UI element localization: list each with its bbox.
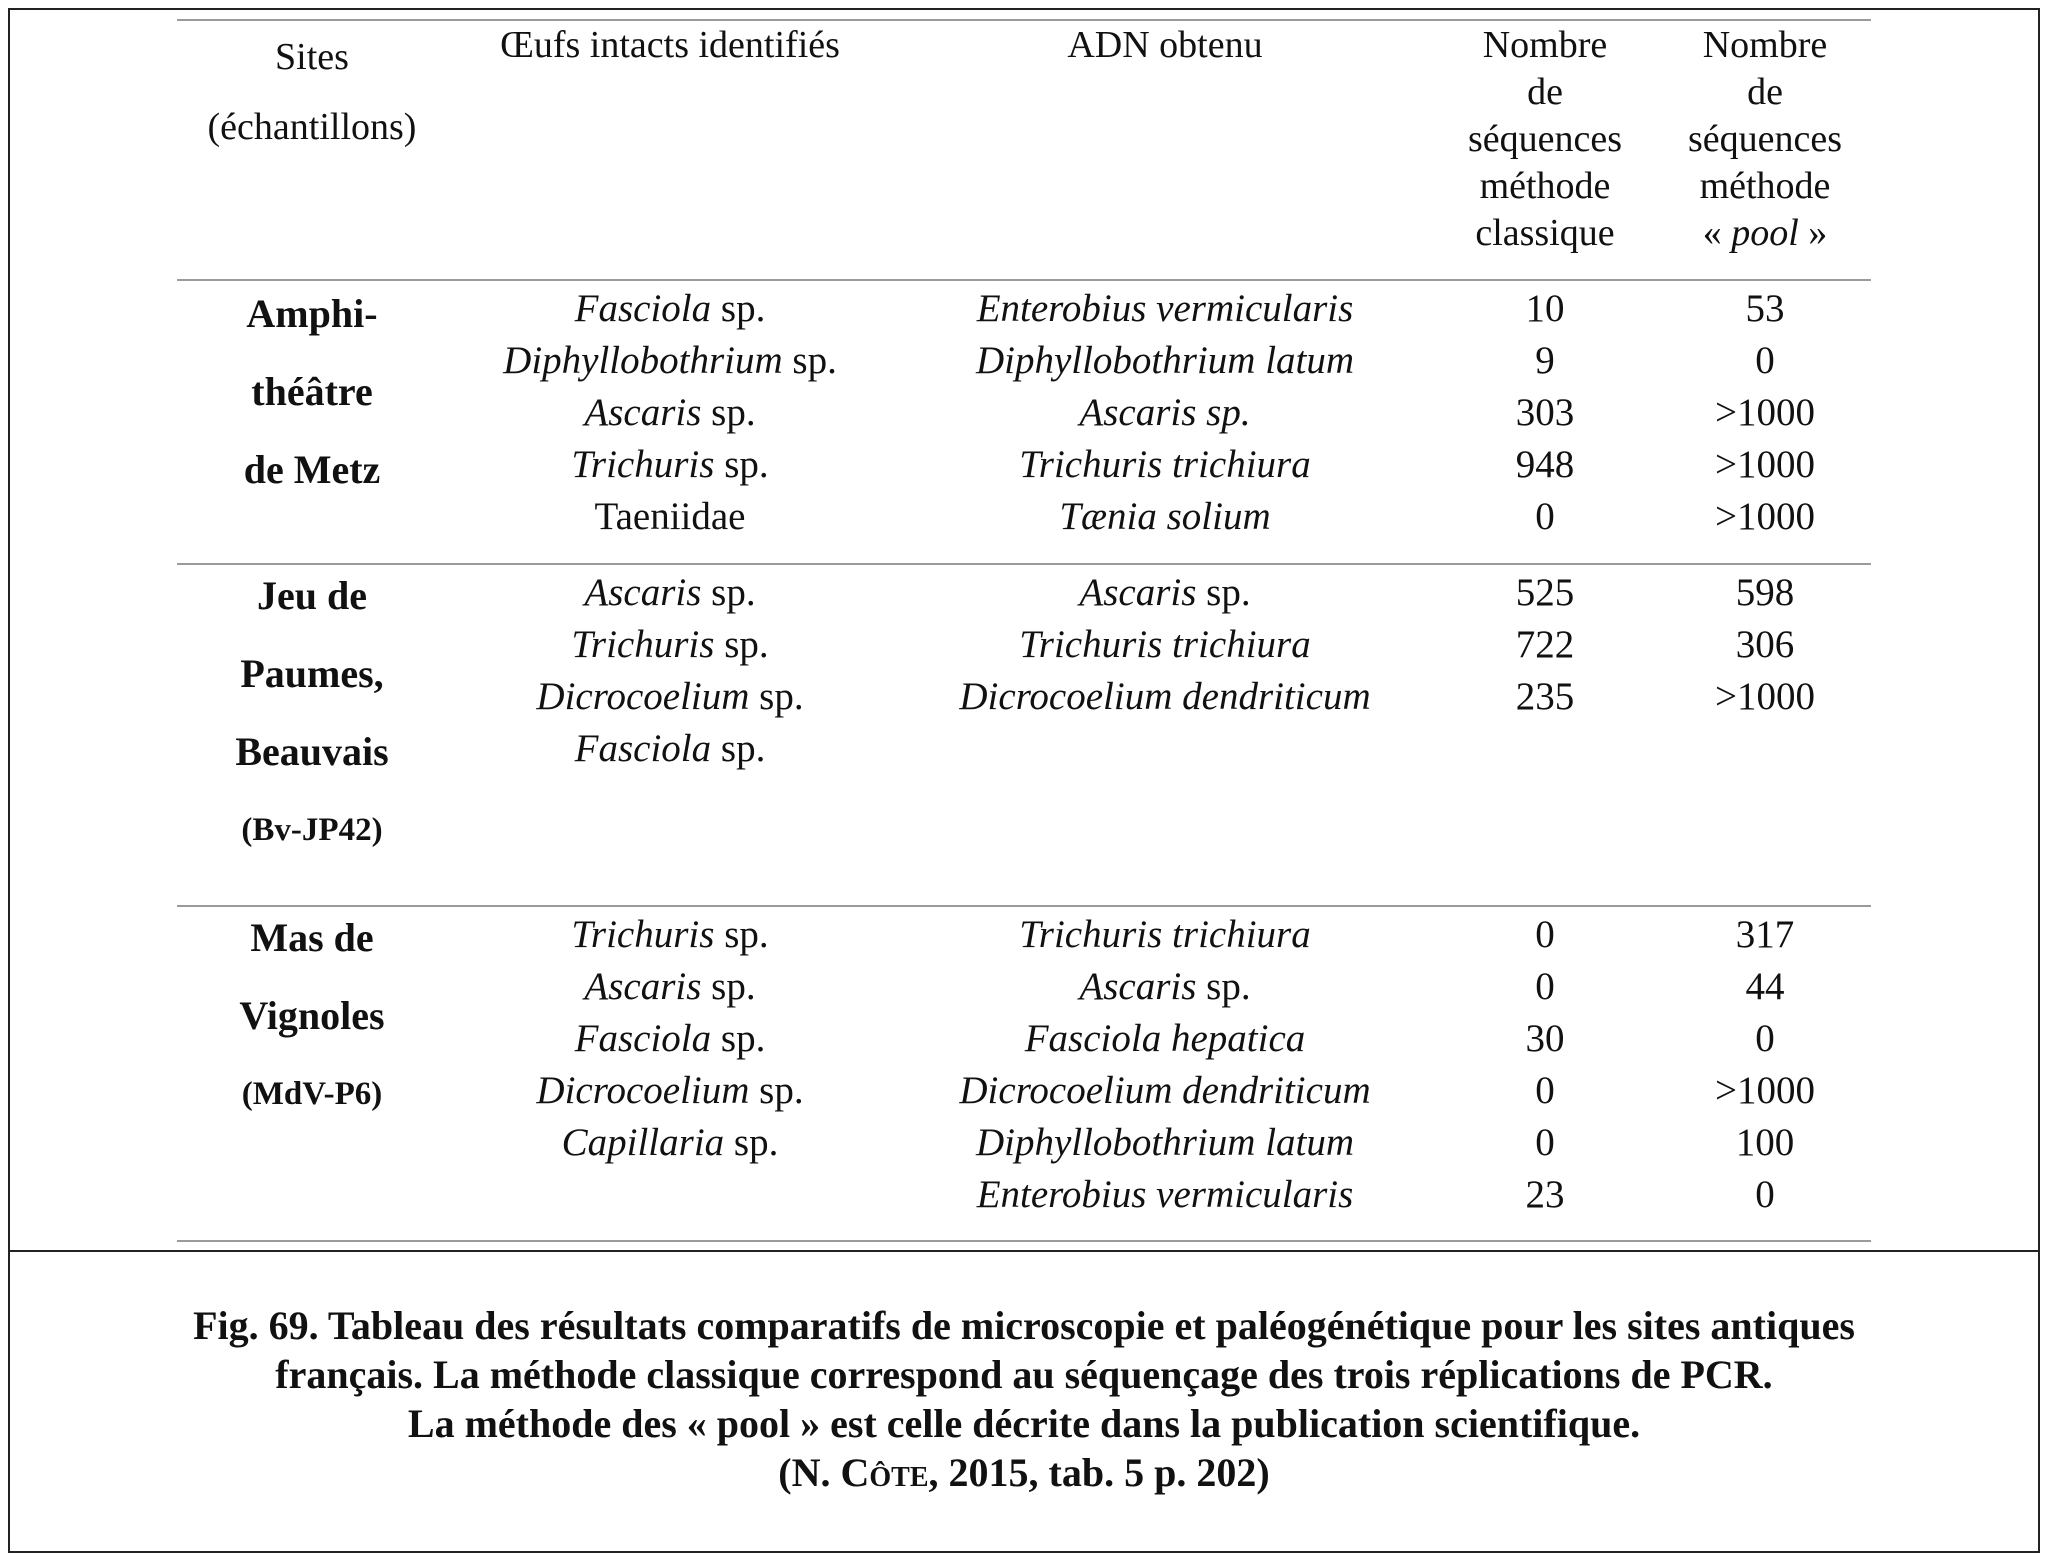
eggs-column-vignoles — [460, 909, 880, 1169]
count-cell: 722 — [1515, 623, 1575, 666]
site-line: Vignoles — [239, 993, 385, 1038]
species: Ascaris — [1079, 571, 1197, 614]
genus: Dicrocoelium — [536, 675, 750, 718]
egg-item — [460, 1065, 880, 1117]
suffix: sp. — [711, 727, 766, 770]
suffix: sp. — [711, 1017, 766, 1060]
caption-citation-suffix: , 2015, tab. 5 p. 202) — [928, 1450, 1270, 1495]
caption-line: La méthode des « pool » est celle décrite dans la publication scientifique. — [407, 1401, 1641, 1446]
site-line: Mas de — [250, 915, 374, 960]
dna-item — [900, 439, 1430, 491]
species: Tænia solium — [1059, 495, 1271, 538]
count-cell: 30 — [1525, 1017, 1565, 1060]
egg-item — [460, 1013, 880, 1065]
genus: Trichuris — [571, 443, 715, 486]
pool-column-beauvais — [1660, 567, 1870, 723]
table-bottom-rule — [177, 1240, 1871, 1242]
suffix: sp. — [749, 675, 804, 718]
suffix: sp. — [782, 339, 837, 382]
header-sites — [180, 22, 444, 162]
caption-line — [40, 1448, 2008, 1497]
dna-item — [900, 909, 1430, 961]
suffix: sp. — [1196, 965, 1251, 1008]
genus: Dicrocoelium — [536, 1069, 750, 1112]
species: Ascaris sp. — [1079, 391, 1251, 434]
header-adn — [900, 22, 1430, 69]
site-line: Jeu de — [257, 573, 367, 618]
eggs-column-metz — [460, 283, 880, 543]
egg-item — [460, 619, 880, 671]
egg-item — [460, 283, 880, 335]
dna-column-beauvais — [900, 567, 1430, 723]
classique-column-beauvais — [1440, 567, 1650, 723]
caption-author: Côte — [840, 1450, 929, 1495]
count-cell: 948 — [1515, 443, 1575, 486]
count-cell: 0 — [1535, 965, 1555, 1008]
suffix: sp. — [701, 965, 756, 1008]
genus: Ascaris — [584, 965, 702, 1008]
header-line: Nombre — [1482, 24, 1608, 66]
header-sites-line: Sites — [275, 36, 349, 78]
species: Trichuris trichiura — [1019, 913, 1311, 956]
egg-item — [460, 439, 880, 491]
table-top-rule — [177, 19, 1871, 21]
count-cell: 235 — [1515, 675, 1575, 718]
genus: Fasciola — [574, 1017, 712, 1060]
suffix: sp. — [714, 443, 769, 486]
count-cell: 0 — [1535, 1069, 1555, 1112]
count-cell: >1000 — [1715, 391, 1815, 434]
count-cell: 303 — [1515, 391, 1575, 434]
genus: Diphyllobothrium — [503, 339, 783, 382]
header-oeufs-label: Œufs intacts identifiés — [500, 24, 840, 66]
species: Diphyllobothrium latum — [975, 1121, 1355, 1164]
egg-item — [460, 723, 880, 775]
count-cell: >1000 — [1715, 443, 1815, 486]
count-cell: 317 — [1735, 913, 1795, 956]
count-cell: >1000 — [1715, 495, 1815, 538]
header-oeufs — [460, 22, 880, 69]
count-cell: 10 — [1525, 287, 1565, 330]
dna-item — [900, 491, 1430, 543]
header-line — [1660, 210, 1870, 257]
egg-item — [460, 961, 880, 1013]
count-cell: 0 — [1535, 1121, 1555, 1164]
genus: Capillaria — [561, 1121, 725, 1164]
count-cell: 9 — [1535, 339, 1555, 382]
egg-item — [460, 387, 880, 439]
caption-line: français. La méthode classique correspond au séquençage des trois réplications de PCR. — [275, 1352, 1773, 1397]
caption-citation-prefix: (N. — [778, 1450, 841, 1495]
site-code: (MdV-P6) — [241, 1076, 383, 1112]
site-line: Beauvais — [235, 729, 389, 774]
header-adn-label: ADN obtenu — [1067, 24, 1263, 66]
classique-column-vignoles — [1440, 909, 1650, 1221]
dna-item — [900, 671, 1430, 723]
count-cell: 0 — [1535, 913, 1555, 956]
species: Fasciola hepatica — [1024, 1017, 1306, 1060]
dna-item — [900, 1169, 1430, 1221]
caption-divider — [8, 1250, 2040, 1252]
count-cell: 53 — [1745, 287, 1785, 330]
suffix: sp. — [701, 571, 756, 614]
dna-item — [900, 1117, 1430, 1169]
classique-column-metz — [1440, 283, 1650, 543]
genus: Trichuris — [571, 623, 715, 666]
count-cell: 44 — [1745, 965, 1785, 1008]
genus: Fasciola — [574, 727, 712, 770]
pool-word: pool — [1731, 212, 1799, 254]
genus: Ascaris — [584, 571, 702, 614]
species: Trichuris trichiura — [1019, 443, 1311, 486]
suffix: sp. — [749, 1069, 804, 1112]
header-line: Nombre — [1702, 24, 1828, 66]
header-line: méthode — [1479, 165, 1611, 207]
egg-item — [460, 491, 880, 543]
site-code: (Bv-JP42) — [241, 812, 383, 848]
count-cell: 0 — [1755, 339, 1775, 382]
count-cell: 0 — [1535, 495, 1555, 538]
suffix: sp. — [1196, 571, 1251, 614]
guillemet-open: « — [1702, 212, 1732, 254]
header-line: séquences — [1687, 118, 1843, 160]
site-mas-de-vignoles — [180, 899, 444, 1133]
suffix: sp. — [724, 1121, 779, 1164]
egg-item — [460, 567, 880, 619]
genus: Fasciola — [574, 287, 712, 330]
species: Ascaris — [1079, 965, 1197, 1008]
suffix: sp. — [701, 391, 756, 434]
suffix: sp. — [711, 287, 766, 330]
eggs-column-beauvais — [460, 567, 880, 775]
species: Enterobius vermicularis — [976, 287, 1354, 330]
site-line: théâtre — [251, 369, 373, 414]
suffix: sp. — [714, 913, 769, 956]
site-amphitheatre-metz — [180, 275, 444, 509]
dna-item — [900, 1013, 1430, 1065]
header-classique — [1440, 22, 1650, 257]
header-line: de — [1527, 71, 1563, 113]
header-pool — [1660, 22, 1870, 257]
dna-column-metz — [900, 283, 1430, 543]
site-line: Amphi- — [246, 291, 378, 336]
caption-line: Fig. 69. Tableau des résultats comparatifs de microscopie et paléogénétique pour les sites antiques — [193, 1303, 1855, 1348]
dna-item — [900, 619, 1430, 671]
count-cell: 100 — [1735, 1121, 1795, 1164]
egg-item — [460, 335, 880, 387]
site-jeu-de-paumes — [180, 557, 444, 869]
dna-item — [900, 1065, 1430, 1117]
pool-column-metz — [1660, 283, 1870, 543]
count-cell: 0 — [1755, 1173, 1775, 1216]
count-cell: 23 — [1525, 1173, 1565, 1216]
count-cell: >1000 — [1715, 1069, 1815, 1112]
dna-item — [900, 335, 1430, 387]
dna-item — [900, 961, 1430, 1013]
guillemet-close: » — [1798, 212, 1828, 254]
count-cell: 525 — [1515, 571, 1575, 614]
species: Trichuris trichiura — [1019, 623, 1311, 666]
egg-item — [460, 909, 880, 961]
site-line: de Metz — [243, 447, 381, 492]
species: Enterobius vermicularis — [976, 1173, 1354, 1216]
count-cell: 598 — [1735, 571, 1795, 614]
species: Dicrocoelium dendriticum — [959, 675, 1371, 718]
header-line: de — [1747, 71, 1783, 113]
egg-item — [460, 671, 880, 723]
egg-item — [460, 1117, 880, 1169]
pool-column-vignoles — [1660, 909, 1870, 1221]
header-line: méthode — [1699, 165, 1831, 207]
header-line: séquences — [1467, 118, 1623, 160]
count-cell: 0 — [1755, 1017, 1775, 1060]
dna-item — [900, 567, 1430, 619]
count-cell: >1000 — [1715, 675, 1815, 718]
species: Diphyllobothrium latum — [975, 339, 1355, 382]
header-sites-line: (échantillons) — [207, 106, 417, 148]
dna-column-vignoles — [900, 909, 1430, 1221]
genus: Trichuris — [571, 913, 715, 956]
dna-item — [900, 283, 1430, 335]
dna-item — [900, 387, 1430, 439]
species: Dicrocoelium dendriticum — [959, 1069, 1371, 1112]
figure-caption — [40, 1301, 2008, 1497]
count-cell: 306 — [1735, 623, 1795, 666]
header-line: classique — [1475, 212, 1615, 254]
site-line: Paumes, — [240, 651, 384, 696]
genus: Ascaris — [584, 391, 702, 434]
suffix: Taeniidae — [594, 495, 746, 538]
suffix: sp. — [714, 623, 769, 666]
